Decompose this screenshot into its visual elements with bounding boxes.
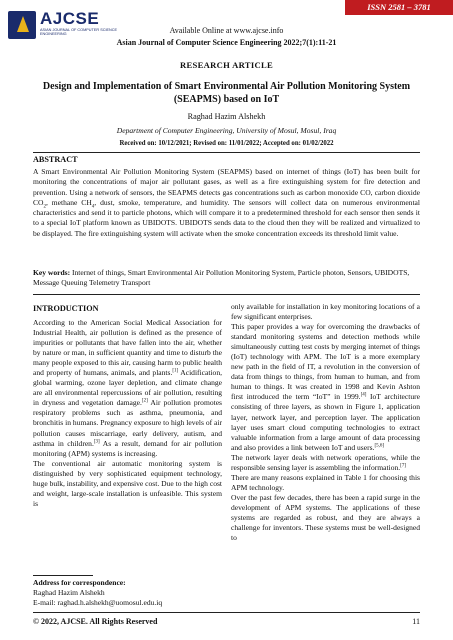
correspondence-name: Raghad Hazim Alshekh: [33, 588, 105, 597]
keywords-label: Key words:: [33, 268, 71, 277]
received-dates: Received on: 10/12/2021; Revised on: 11/01/2022; Accepted on: 01/02/2022: [119, 140, 334, 147]
correspondence-rule: [33, 575, 93, 576]
issn-badge: ISSN 2581 – 3781: [345, 0, 453, 15]
copyright: © 2022, AJCSE. All Rights Reserved: [33, 617, 158, 626]
intro-paragraph-1: According to the American Social Medical Association for Industrial Health, air pollution is defined as the presence of impurities or pollutants that have fallen into the air, whether by nature or man, in sufficient quantity and time to disturb the many people exposed to this air, causing harm to public health and property of humans, animals, and plants.[1] Acidification, global warming, ozone layer depletion, and climate change are all environmental repercussions of air pollution, resulting in dryness and vegetation damage.[2] Air pollution promotes respiratory problems such as asthma, pneumonia, and bronchitis in humans. Pregnancy exposure to high levels of air pollution causes miscarriage, early delivery, autism, and asthma in children.[3] As a result, demand for air pollution monitoring (APM) systems is increasing.: [33, 318, 222, 458]
intro-paragraph-4: This paper provides a way for overcoming the drawbacks of standard monitoring systems and detection methods while simultaneously cutting test costs by merging internet of things (IoT) technology with APM. The IoT is a more exemplary new path in the field of IT, a revolution in the conversion of data from things to things, from human to human, and from human to things. It was created in 1998 and Kevin Ashton first introduced the term “IoT” in 1999.[4] IoT architecture consisting of three layers, as shown in Figure 1, application layer, network layer, and perception layer. The application layer uses smart cloud computing technologies to extract valuable information from a large amount of data processing and also provides a link between IoT and users.[5,6]: [231, 322, 420, 452]
right-column: [231, 302, 420, 543]
intro-paragraph-5: The network layer deals with network operations, while the responsible sensing layer is assembling the information.[7]: [231, 452, 420, 472]
intro-heading: INTRODUCTION: [33, 304, 99, 313]
correspondence-heading: Address for correspondence:: [33, 578, 126, 587]
journal-citation: Asian Journal of Computer Science Engineering 2022;7(1):11-21: [116, 38, 337, 47]
author-affiliation: Department of Computer Engineering, University of Mosul, Mosul, Iraq: [116, 126, 337, 135]
divider-top: [33, 152, 420, 153]
correspondence: [33, 578, 162, 608]
available-online: Available Online at www.ajcse.info: [169, 26, 284, 35]
correspondence-email: E-mail: raghad.h.alshekh@uomosul.edu.iq: [33, 598, 163, 607]
keywords-text: Internet of things, Smart Environmental Air Pollution Monitoring System, Particle photon, Sensors, UBIDOTS, Message Queuing Telemetry Transport: [33, 268, 410, 288]
left-column: [33, 318, 222, 509]
intro-paragraph-2: The conventional air automatic monitoring system is distinguished by very sophisticated equipment technology, huge bulk, instability, and expensive cost. Due to the high cost and weight, large-scale installation is unfeasible. This system is: [33, 458, 222, 508]
page-number: 11: [412, 617, 420, 626]
intro-paragraph-7: Over the past few decades, there has been a rapid surge in the development of APM systems. The applications of these systems are regarded as robust, and they are always a challenge for inventors. These systems must be well-designed to: [231, 492, 420, 543]
abstract-text: A Smart Environmental Air Pollution Monitoring System (SEAPMS) based on internet of things (IoT) has been built for monitoring the concentrations of major air pollutant gases, as well as a fire extinguishing system for fire detection and prevention. Using a network of sensors, the SEAPMS detects gas concentrations such as carbon monoxide CO, carbon dioxide $CO_2$, methane $CH_4$, dust, smoke, temperature, and humidity. The sensors will collect data on numerous environmental characteristics and send it to particle photons, which will compare it to a predetermined threshold for each sensor then sends it to a special IoT platform known as UBIDOTS. UBIDOTS sends data to the cloud then they will be realized and virtualized to be displayed. The fire extinguishing system will activate when the smoke concentration exceeds its threshold limit value.: [33, 167, 420, 238]
divider-bottom: [33, 294, 420, 295]
keywords: [33, 268, 420, 289]
intro-paragraph-3: only available for installation in key monitoring locations of a few significant enterprises.: [231, 302, 420, 322]
article-title: Design and Implementation of Smart Environmental Air Pollution Monitoring System (SEAPMS) based on IoT: [42, 81, 411, 105]
intro-paragraph-6: There are many reasons explained in Table 1 for choosing this APM technology.: [231, 472, 420, 492]
logo-name: AJCSE: [40, 9, 100, 28]
journal-logo: [8, 7, 118, 41]
logo-subtitle: ASIAN JOURNAL OF COMPUTER SCIENCE ENGINEERING: [40, 28, 118, 37]
footer-rule: [33, 612, 420, 613]
abstract-heading: ABSTRACT: [33, 155, 78, 164]
author-name: Raghad Hazim Alshekh: [187, 112, 266, 121]
article-type: RESEARCH ARTICLE: [179, 60, 274, 70]
